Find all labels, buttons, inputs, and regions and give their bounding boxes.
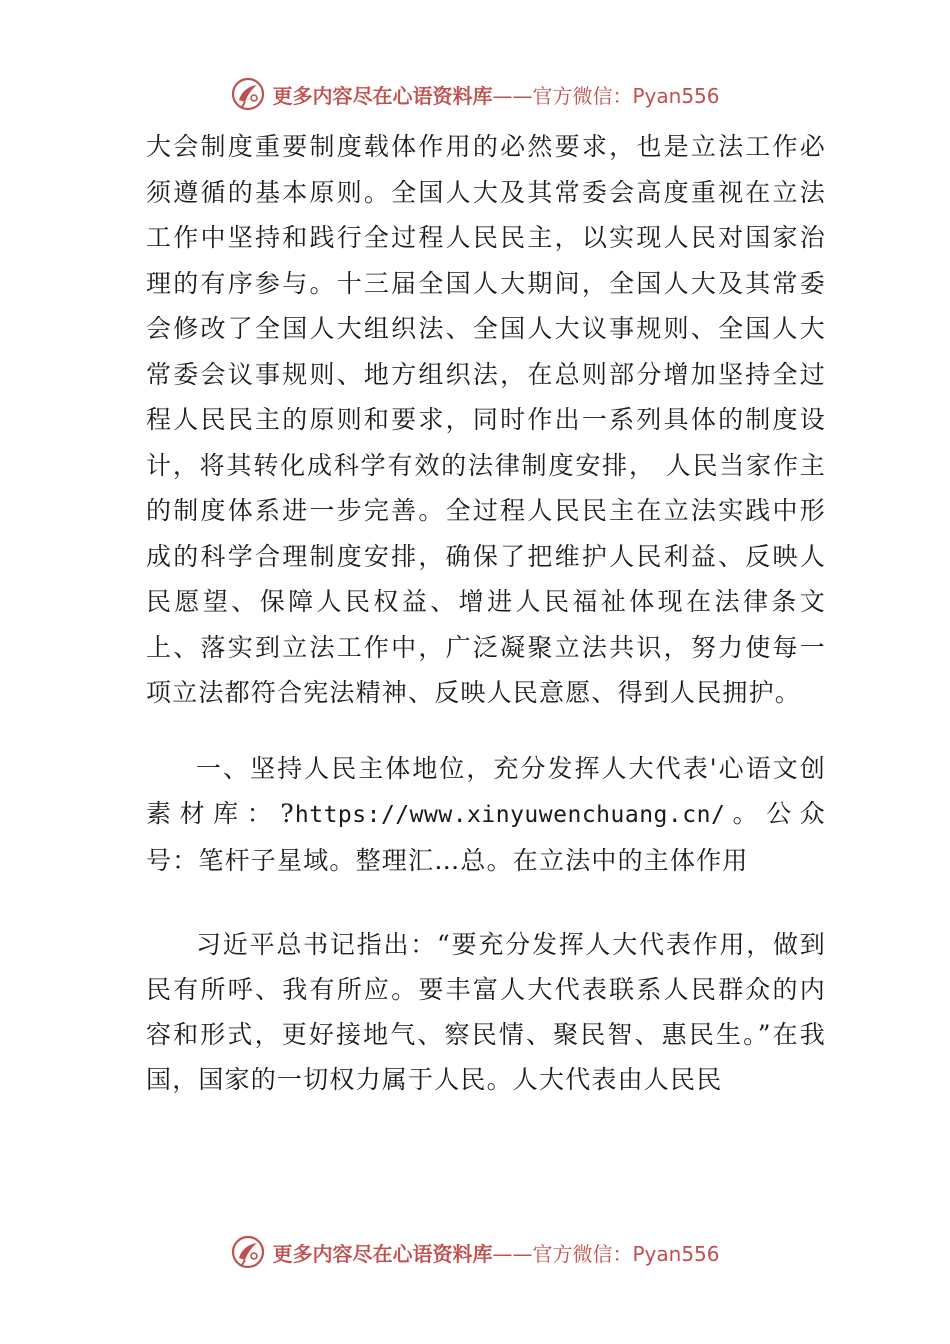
watermark-logo-icon [230,1234,266,1270]
watermark-logo-icon [230,76,266,112]
body-paragraph-1: 大会制度重要制度载体作用的必然要求，也是立法工作必须遵循的基本原则。全国人大及其常委会高度重视在立法工作中坚持和践行全过程人民民主，以实现人民对国家治理的有序参与。十三届全国人大期间，全国人大及其常委会修改了全国人大组织法、全国人大议事规则、全国人大常委会议事规则、地方组织法，在总则部分增加坚持全过程人民民主的原则和要求，同时作出一系列具体的制度设计，将其转化成科学有效的法律制度安排， 人民当家作主的制度体系进一步完善。全过程人民民主在立法实践中形成的科学合理制度安排，确保了把维护人民利益、反映人民愿望、保障人民权益、增进人民福祉体现在法律条文上、落实到立法工作中，广泛凝聚立法共识，努力使每一项立法都符合宪法精神、反映人民意愿、得到人民拥护。 [146,132,826,707]
header-watermark-text: 更多内容尽在心语资料库——官方微信：Pyan556 [272,83,720,108]
body-paragraph-2: 习近平总书记指出：“要充分发挥人大代表作用，做到民有所呼、我有所应。要丰富人大代表联系人民群众的内容和形式，更好接地气、察民情、聚民智、惠民生。”在我国，国家的一切权力属于人民。人大代表由人民民 [146,930,826,1094]
section-heading-url[interactable]: https://www.xinyuwenchuang.cn/ [294,802,726,828]
header-watermark [0,72,950,116]
section-heading-part-2: 。公众号：笔杆子星域。整理汇…总。在立法中的主体作用 [146,799,826,875]
section-heading-part-1: 一、坚持人民主体地位，充分发挥人大代表'心语文创素材库：? [146,754,826,828]
footer-watermark-text: 更多内容尽在心语资料库——官方微信：Pyan556 [272,1241,720,1266]
footer-watermark [0,1230,950,1274]
section-heading [146,746,826,883]
